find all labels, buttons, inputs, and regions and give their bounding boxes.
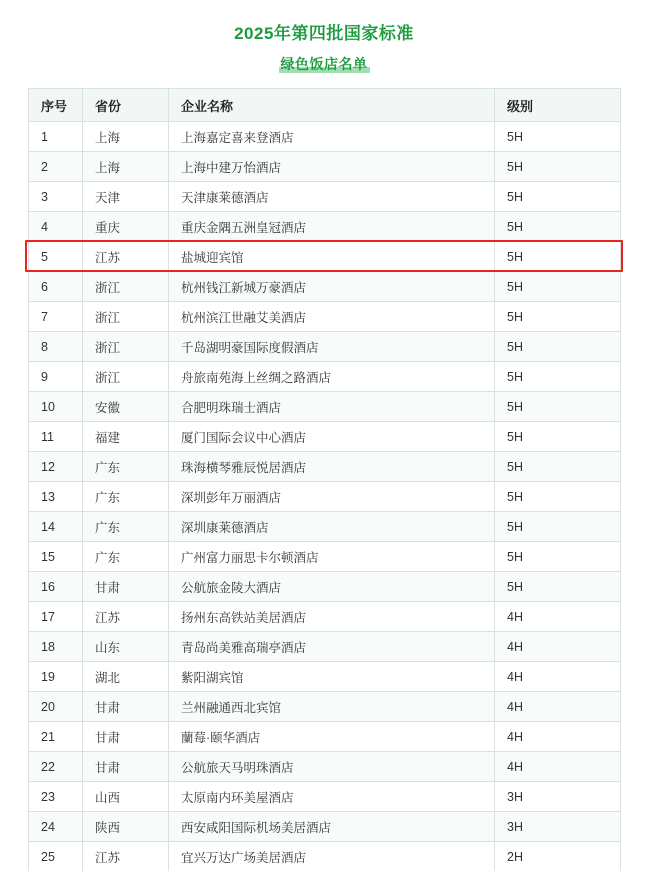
- row-enterprise-name: 青岛尚美雅高瑞亭酒店: [169, 632, 495, 662]
- column-header-index: 序号: [29, 89, 83, 122]
- row-enterprise-name: 扬州东高铁站美居酒店: [169, 602, 495, 632]
- row-province: 甘肃: [83, 692, 169, 722]
- row-index: 18: [29, 632, 83, 662]
- row-index: 20: [29, 692, 83, 722]
- row-index: 4: [29, 212, 83, 242]
- row-enterprise-name: 宜兴万达广场美居酒店: [169, 842, 495, 872]
- row-level: 4H: [495, 692, 621, 722]
- row-level: 4H: [495, 752, 621, 782]
- row-index: 10: [29, 392, 83, 422]
- row-index: 5: [29, 242, 83, 272]
- table-row: [29, 242, 621, 272]
- row-province: 江苏: [83, 242, 169, 272]
- row-index: 11: [29, 422, 83, 452]
- table-row: [29, 782, 621, 812]
- row-enterprise-name: 西安咸阳国际机场美居酒店: [169, 812, 495, 842]
- row-level: 3H: [495, 812, 621, 842]
- row-province: 浙江: [83, 332, 169, 362]
- row-province: 湖北: [83, 662, 169, 692]
- table-row: [29, 452, 621, 482]
- row-enterprise-name: 厦门国际会议中心酒店: [169, 422, 495, 452]
- row-index: 23: [29, 782, 83, 812]
- row-enterprise-name: 广州富力丽思卡尔顿酒店: [169, 542, 495, 572]
- row-enterprise-name: 深圳彭年万丽酒店: [169, 482, 495, 512]
- row-index: 24: [29, 812, 83, 842]
- row-province: 广东: [83, 512, 169, 542]
- table-row: [29, 692, 621, 722]
- row-level: 5H: [495, 392, 621, 422]
- row-enterprise-name: 蘭莓·颐华酒店: [169, 722, 495, 752]
- row-level: 5H: [495, 542, 621, 572]
- row-index: 8: [29, 332, 83, 362]
- row-province: 山西: [83, 782, 169, 812]
- row-index: 12: [29, 452, 83, 482]
- row-index: 7: [29, 302, 83, 332]
- row-level: 5H: [495, 452, 621, 482]
- hotel-list-table-wrap: [28, 88, 620, 872]
- row-level: 4H: [495, 632, 621, 662]
- table-row: [29, 362, 621, 392]
- row-level: 5H: [495, 332, 621, 362]
- page-title: 2025年第四批国家标准: [234, 24, 414, 43]
- table-body: [29, 122, 621, 872]
- row-level: 3H: [495, 782, 621, 812]
- table-row: [29, 302, 621, 332]
- row-enterprise-name: 兰州融通西北宾馆: [169, 692, 495, 722]
- table-row: [29, 482, 621, 512]
- row-province: 天津: [83, 182, 169, 212]
- row-level: 5H: [495, 302, 621, 332]
- row-index: 14: [29, 512, 83, 542]
- table-row: [29, 842, 621, 872]
- table-row: [29, 602, 621, 632]
- row-enterprise-name: 上海中建万怡酒店: [169, 152, 495, 182]
- row-index: 15: [29, 542, 83, 572]
- table-header-row: [29, 89, 621, 122]
- row-province: 江苏: [83, 602, 169, 632]
- row-enterprise-name: 公航旅天马明珠酒店: [169, 752, 495, 782]
- row-province: 山东: [83, 632, 169, 662]
- row-enterprise-name: 杭州滨江世融艾美酒店: [169, 302, 495, 332]
- page-bottom-margin: [0, 871, 648, 885]
- row-enterprise-name: 深圳康莱德酒店: [169, 512, 495, 542]
- row-province: 浙江: [83, 302, 169, 332]
- row-index: 3: [29, 182, 83, 212]
- row-enterprise-name: 上海嘉定喜来登酒店: [169, 122, 495, 152]
- table-row: [29, 542, 621, 572]
- row-enterprise-name: 千岛湖明豪国际度假酒店: [169, 332, 495, 362]
- row-level: 5H: [495, 272, 621, 302]
- row-province: 上海: [83, 122, 169, 152]
- row-level: 5H: [495, 512, 621, 542]
- row-province: 陕西: [83, 812, 169, 842]
- row-level: 5H: [495, 242, 621, 272]
- row-level: 5H: [495, 212, 621, 242]
- column-header-province: 省份: [83, 89, 169, 122]
- table-row: [29, 812, 621, 842]
- row-index: 25: [29, 842, 83, 872]
- row-index: 1: [29, 122, 83, 152]
- row-province: 广东: [83, 452, 169, 482]
- table-row: [29, 512, 621, 542]
- row-index: 2: [29, 152, 83, 182]
- row-enterprise-name: 杭州钱江新城万豪酒店: [169, 272, 495, 302]
- row-level: 4H: [495, 662, 621, 692]
- row-level: 5H: [495, 152, 621, 182]
- table-row: [29, 182, 621, 212]
- row-level: 5H: [495, 362, 621, 392]
- document-header: [0, 0, 648, 74]
- page-subtitle-wrap: [281, 54, 368, 74]
- row-enterprise-name: 公航旅金陵大酒店: [169, 572, 495, 602]
- row-province: 安徽: [83, 392, 169, 422]
- table-row: [29, 752, 621, 782]
- row-level: 5H: [495, 122, 621, 152]
- row-province: 浙江: [83, 272, 169, 302]
- table-row: [29, 392, 621, 422]
- row-level: 2H: [495, 842, 621, 872]
- row-enterprise-name: 合肥明珠瑞士酒店: [169, 392, 495, 422]
- row-province: 广东: [83, 542, 169, 572]
- table-row: [29, 722, 621, 752]
- table-row: [29, 572, 621, 602]
- row-province: 江苏: [83, 842, 169, 872]
- row-index: 9: [29, 362, 83, 392]
- table-row: [29, 272, 621, 302]
- row-enterprise-name: 天津康莱德酒店: [169, 182, 495, 212]
- column-header-level: 级别: [495, 89, 621, 122]
- row-level: 5H: [495, 482, 621, 512]
- table-row: [29, 122, 621, 152]
- row-enterprise-name: 珠海横琴雅辰悦居酒店: [169, 452, 495, 482]
- row-level: 4H: [495, 602, 621, 632]
- row-province: 上海: [83, 152, 169, 182]
- row-province: 浙江: [83, 362, 169, 392]
- row-level: 4H: [495, 722, 621, 752]
- row-index: 17: [29, 602, 83, 632]
- row-province: 福建: [83, 422, 169, 452]
- row-index: 22: [29, 752, 83, 782]
- page-subtitle: 绿色饭店名单: [280, 56, 368, 72]
- row-index: 13: [29, 482, 83, 512]
- row-province: 甘肃: [83, 722, 169, 752]
- row-province: 广东: [83, 482, 169, 512]
- table-row: [29, 662, 621, 692]
- row-index: 16: [29, 572, 83, 602]
- hotel-list-table: [28, 88, 621, 872]
- table-row: [29, 152, 621, 182]
- row-index: 6: [29, 272, 83, 302]
- row-enterprise-name: 盐城迎宾馆: [169, 242, 495, 272]
- table-head: [29, 89, 621, 122]
- table-row: [29, 212, 621, 242]
- table-row: [29, 332, 621, 362]
- row-province: 甘肃: [83, 752, 169, 782]
- row-province: 重庆: [83, 212, 169, 242]
- row-index: 19: [29, 662, 83, 692]
- row-level: 5H: [495, 572, 621, 602]
- row-province: 甘肃: [83, 572, 169, 602]
- row-enterprise-name: 重庆金隅五洲皇冠酒店: [169, 212, 495, 242]
- row-index: 21: [29, 722, 83, 752]
- row-enterprise-name: 太原南内环美屋酒店: [169, 782, 495, 812]
- table-row: [29, 632, 621, 662]
- row-enterprise-name: 舟旅南苑海上丝绸之路酒店: [169, 362, 495, 392]
- row-level: 5H: [495, 182, 621, 212]
- row-enterprise-name: 紫阳湖宾馆: [169, 662, 495, 692]
- column-header-enterprise-name: 企业名称: [169, 89, 495, 122]
- table-row: [29, 422, 621, 452]
- row-level: 5H: [495, 422, 621, 452]
